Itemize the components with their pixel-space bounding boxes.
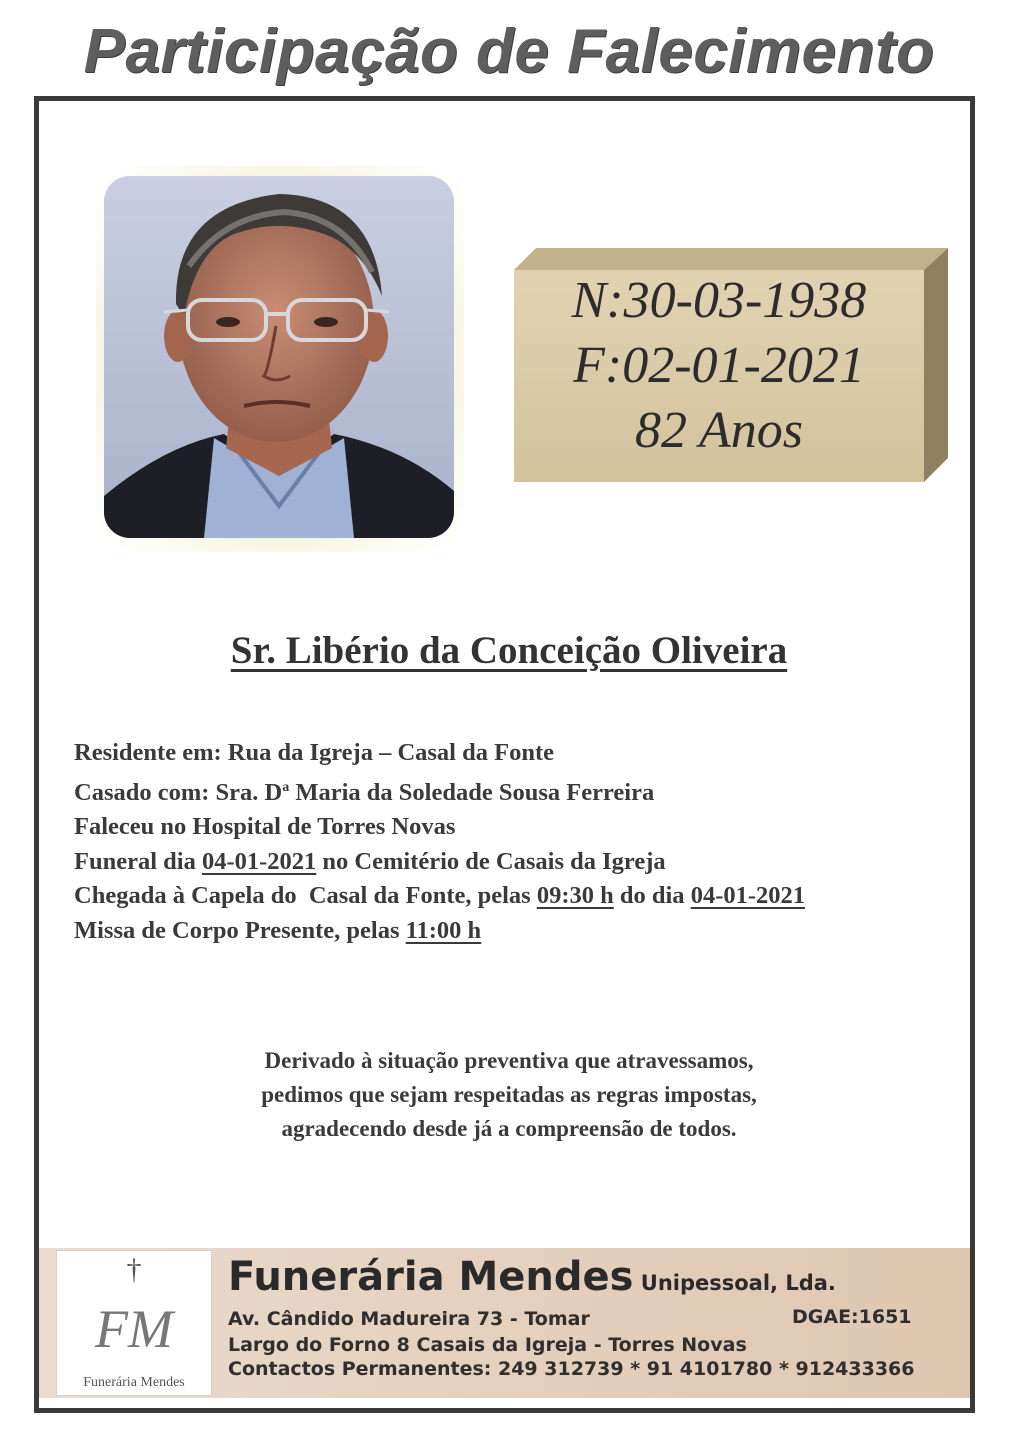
notice-line-1: Derivado à situação preventiva que atravessamos, xyxy=(264,1048,754,1073)
notice-line-3: agradecendo desde já a compreensão de todos. xyxy=(281,1116,737,1141)
spouse-line: Casado com: Sra. $D^a$ Maria da Soledade Sousa Ferreira xyxy=(74,778,655,806)
portrait-photo xyxy=(104,176,454,538)
dgae-number: DGAE:1651 xyxy=(792,1306,912,1328)
arrival-line: Chegada à Capela do Casal da Fonte, pelas 09:30 h do dia 04-01-2021 xyxy=(74,882,806,910)
funeral-date: 04-01-2021 xyxy=(201,847,317,875)
address-tomar: Av. Cândido Madureira 73 - Tomar xyxy=(228,1308,590,1330)
arrival-time: 09:30 h xyxy=(536,882,614,910)
address-torres-novas: Largo do Forno 8 Casais da Igreja - Torres Novas xyxy=(228,1334,747,1356)
page-title: Participação de Falecimento xyxy=(83,17,935,86)
funeral-details xyxy=(74,736,954,948)
deceased-name-text: Sr. Libério da Conceição Oliveira xyxy=(230,629,788,672)
covid-notice xyxy=(0,1044,1018,1146)
funeral-line: Funeral dia 04-01-2021 no Cemitério de Casais da Igreja xyxy=(74,847,666,875)
cross-icon: † xyxy=(126,1253,142,1286)
contacts-line: Contactos Permanentes: 249 312739 * 91 4101780 * 912433366 xyxy=(228,1358,915,1380)
death-date: F:02-01-2021 xyxy=(573,337,865,394)
birth-date: N:30-03-1938 xyxy=(571,272,867,329)
place-of-death-line: Faleceu no Hospital de Torres Novas xyxy=(74,813,456,841)
funeral-home-logo xyxy=(56,1250,212,1396)
logo-caption: Funerária Mendes xyxy=(83,1375,185,1390)
residence-line: Residente em: Rua da Igreja – Casal da Fonte xyxy=(74,739,554,766)
svg-text:FM: FM xyxy=(95,1299,173,1359)
dates-text xyxy=(514,268,924,463)
notice-line-2: pedimos que sejam respeitadas as regras impostas, xyxy=(261,1082,757,1107)
portrait-image xyxy=(104,176,454,538)
mass-time: 11:00 h xyxy=(405,916,482,944)
arrival-date: 04-01-2021 xyxy=(690,882,806,910)
deceased-name xyxy=(0,628,1018,673)
mass-line: Missa de Corpo Presente, pelas 11:00 h xyxy=(74,916,482,944)
age: 82 Anos xyxy=(634,402,804,459)
monogram-logo xyxy=(57,1295,211,1365)
company-name: Funerária Mendes Unipessoal, Lda. xyxy=(228,1254,836,1300)
